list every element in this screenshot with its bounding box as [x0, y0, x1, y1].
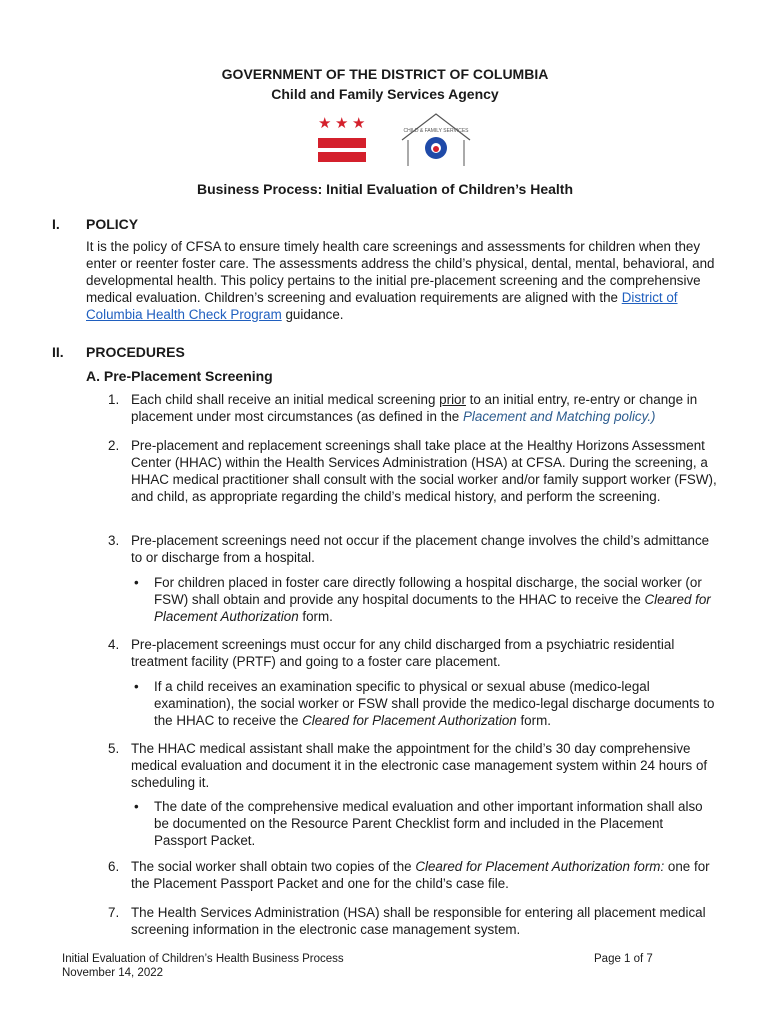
health-check-program-link[interactable]: District of Columbia Health Check Program — [86, 290, 678, 322]
section-1-number: I. — [52, 216, 60, 232]
list-item: 4. Pre-placement screenings must occur for any child discharged from a psychiatric residential treatment facility (PRTF) and going to a foster care placement. — [108, 637, 675, 669]
list-item: 1. Each child shall receive an initial medical screening prior to an initial entry, re-entry or change in placement under most circumstances (as defined in the Placement and Matching policy.) — [108, 392, 698, 424]
section-1-title: POLICY — [86, 216, 139, 232]
section-2-number: II. — [52, 344, 64, 360]
list-item: 6. The social worker shall obtain two copies of the Cleared for Placement Authorization form: one for the Placement Passport Packet and one for the child’s case file. — [108, 859, 710, 891]
list-item: 5. The HHAC medical assistant shall make the appointment for the child’s 30 day comprehensive medical evaluation and document it in the electronic case management system within 24 hours of scheduling it. — [108, 741, 708, 790]
section-2-title: PROCEDURES — [86, 344, 185, 360]
government-heading: GOVERNMENT OF THE DISTRICT OF COLUMBIA — [221, 66, 549, 82]
footer-document-name: Initial Evaluation of Children’s Health Business Process — [62, 953, 344, 965]
agency-heading: Child and Family Services Agency — [271, 86, 499, 102]
footer-date: November 14, 2022 — [62, 967, 164, 979]
list-item: 2. Pre-placement and replacement screenings shall take place at the Healthy Horizons Assessment Center (HHAC) within the Health Services Administration (HSA) at CFSA. During the screening, a HHAC medical practitioner shall consult with the social worker and/or family support worker (FSW), and child, as appropriate regarding the child’s medical history, and perform the screening. — [108, 438, 717, 504]
subsection-a-heading: A. Pre-Placement Screening — [86, 368, 273, 384]
list-item: 7. The Health Services Administration (HSA) shall be responsible for entering all placement medical screening information in the electronic case management system. — [108, 905, 706, 937]
bullet-item: • The date of the comprehensive medical evaluation and other important information shall also be documented on the Resource Parent Checklist form and included in the Placement Passport Packet. — [134, 799, 703, 848]
dc-flag-logo: ★ ★ ★ — [316, 116, 368, 162]
seal-text: CHILD & FAMILY SERVICES — [403, 128, 469, 134]
document-title: Business Process: Initial Evaluation of Children’s Health — [196, 181, 574, 197]
footer-page-number: Page 1 of 7 — [594, 953, 653, 965]
bullet-item: • For children placed in foster care directly following a hospital discharge, the social worker (or FSW) shall obtain and provide any hospital documents to the HHAC to receive the Cleared for Placement Authorization form. — [134, 575, 711, 624]
cfsa-seal-logo — [398, 110, 474, 168]
list-item: 3. Pre-placement screenings need not occur if the placement change involves the child’s admittance to or discharge from a hospital. — [108, 533, 710, 565]
policy-paragraph: It is the policy of CFSA to ensure timely health care screenings and assessments for children when they enter or reenter foster care. The assessments address the child’s physical, dental, mental, behavioral, and developmental health. This policy pertains to the initial pre-placement screening and the comprehensive medical evaluation. Children’s screening and evaluation requirements are aligned with the District of Columbia Health Check Program guidance. — [86, 239, 715, 322]
bullet-item: • If a child receives an examination specific to physical or sexual abuse (medico-legal examination), the social worker or FSW shall provide the medico-legal discharge documents to the HHAC to receive the Cleared for Placement Authorization form. — [134, 679, 715, 728]
